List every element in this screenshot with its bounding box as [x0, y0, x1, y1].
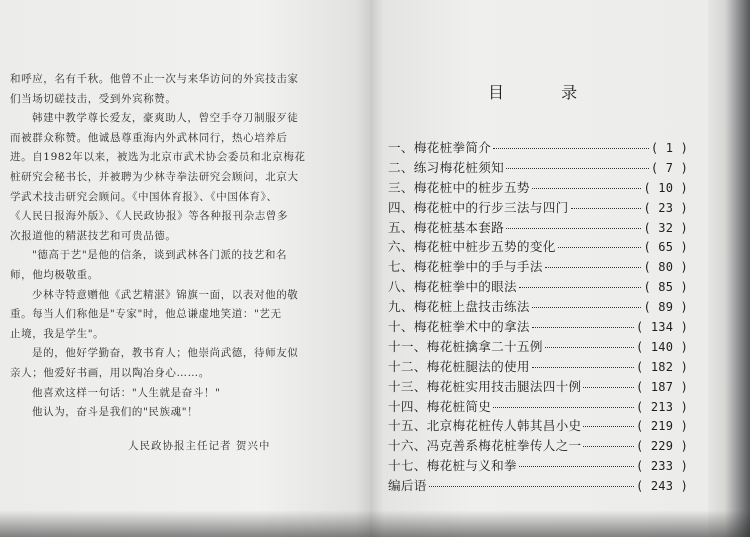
toc-entry-label: 九、梅花桩上盘技击练法 [388, 299, 530, 315]
page-edge [708, 0, 750, 537]
toc-leader-dots [532, 367, 634, 368]
toc-entry-page: ( 213 ) [636, 399, 688, 414]
toc-entry-page: ( 182 ) [636, 359, 688, 374]
toc-entry [388, 197, 688, 217]
toc-title: 目 录 [488, 83, 604, 102]
toc-entry-page: ( 10 ) [643, 180, 688, 195]
toc-entry [388, 137, 688, 157]
toc-leader-dots [519, 287, 642, 288]
toc-entry-label: 六、梅花桩中桩步五势的变化 [388, 239, 556, 255]
toc-entry [388, 376, 688, 396]
toc-entry-page: ( 23 ) [643, 200, 688, 215]
toc-entry-label: 七、梅花桩拳中的手与手法 [388, 259, 543, 275]
toc-entry-page: ( 89 ) [643, 300, 688, 315]
toc-entry-page: ( 243 ) [636, 479, 688, 494]
toc-leader-dots [583, 446, 634, 447]
toc-leader-dots [583, 387, 634, 388]
toc-leader-dots [506, 228, 641, 229]
toc-entry-page: ( 80 ) [643, 260, 688, 275]
toc-entry [388, 435, 688, 455]
toc-leader-dots [571, 208, 642, 209]
toc-entry-label: 十三、梅花桩实用技击腿法四十例 [388, 378, 582, 394]
toc-leader-dots [493, 148, 649, 149]
toc-entry [388, 217, 688, 237]
toc-entry-label: 二、练习梅花桩须知 [388, 159, 505, 175]
preface-line: 亲人；他爱好书画，用以陶冶身心……。 [10, 366, 210, 379]
preface-line: 《人民日报海外版》、《人民政协报》等各种报刊杂志曾多 [10, 210, 289, 223]
toc-leader-dots [532, 327, 634, 328]
toc-entry [388, 316, 688, 336]
toc-entry-page: ( 32 ) [643, 220, 688, 235]
preface-line: 韩建中教学尊长爱友，豪爽助人，曾空手夺刀制服歹徒 [32, 112, 299, 125]
toc-entry-label: 编后语 [388, 478, 427, 494]
toc-leader-dots [545, 267, 642, 268]
toc-leader-dots [506, 168, 649, 169]
toc-entry-label: 十二、梅花桩腿法的使用 [388, 358, 530, 374]
toc-leader-dots [545, 347, 634, 348]
preface-line: 是的，他好学勤奋，教书育人；他崇尚武德，待师友似 [32, 347, 299, 360]
toc-entry [388, 455, 688, 475]
table-of-contents [388, 137, 688, 495]
preface-line: 他认为，奋斗是我们的"民族魂"！ [32, 406, 199, 419]
toc-entry [388, 356, 688, 376]
toc-entry-page: ( 134 ) [636, 320, 688, 335]
toc-entry-page: ( 219 ) [636, 419, 688, 434]
toc-entry-label: 八、梅花桩拳中的眼法 [388, 279, 517, 295]
toc-entry-label: 十四、梅花桩简史 [388, 398, 492, 414]
toc-leader-dots [493, 407, 634, 408]
toc-entry [388, 475, 688, 495]
toc-entry-page: ( 140 ) [636, 339, 688, 354]
preface-line: 师，他均极敬重。 [10, 268, 99, 281]
preface-line: 次报道他的精湛技艺和可贵品德。 [10, 229, 177, 242]
preface-line: 重。每当人们称他是"专家"时，他总谦虚地笑道："艺无 [10, 308, 282, 321]
toc-entry-label: 十七、梅花桩与义和拳 [388, 458, 517, 474]
toc-entry [388, 415, 688, 435]
bottom-shadow [0, 510, 750, 537]
toc-leader-dots [429, 486, 634, 487]
preface-text [10, 70, 355, 456]
toc-entry [388, 296, 688, 316]
toc-entry-label: 十五、北京梅花桩传人韩其昌小史 [388, 418, 582, 434]
toc-entry-page: ( 233 ) [636, 459, 688, 474]
toc-leader-dots [583, 426, 634, 427]
toc-entry-page: ( 7 ) [650, 160, 688, 175]
toc-entry-page: ( 1 ) [650, 141, 688, 155]
toc-leader-dots [519, 466, 634, 467]
preface-line: 学武术技击研究会顾问。《中国体育报》、《中国体育》、 [10, 190, 278, 203]
toc-entry [388, 157, 688, 177]
toc-entry [388, 177, 688, 197]
toc-entry-label: 十一、梅花桩擒拿二十五例 [388, 338, 543, 354]
preface-line: 桩研究会秘书长，并被聘为少林寺拳法研究会顾问，北京大 [10, 170, 299, 183]
toc-entry-page: ( 229 ) [636, 439, 688, 454]
toc-entry-label: 十、梅花桩拳术中的拿法 [388, 319, 530, 335]
preface-line: 和呼应，名有千秋。他曾不止一次与来华访问的外宾技击家 [10, 73, 299, 85]
toc-entry-label: 四、梅花桩中的行步三法与四门 [388, 199, 569, 215]
toc-entry-page: ( 187 ) [636, 379, 688, 394]
toc-entry-label: 十六、冯克善系梅花桩拳传人之一 [388, 438, 582, 454]
toc-leader-dots [532, 307, 642, 308]
preface-line: "德高于艺"是他的信条，谈到武林各门派的技艺和名 [32, 249, 288, 262]
toc-entry-label: 一、梅花桩拳简介 [388, 140, 492, 155]
toc-entry [388, 276, 688, 296]
preface-line: 们当场切磋技击，受到外宾称赞。 [10, 92, 177, 105]
toc-leader-dots [558, 247, 642, 248]
preface-line: 他喜欢这样一句话："人生就是奋斗！" [32, 386, 221, 399]
toc-entry-page: ( 85 ) [643, 280, 688, 295]
toc-leader-dots [532, 188, 642, 189]
author-signature: 人民政协报主任记者 贺兴中 [128, 439, 271, 452]
toc-entry-label: 三、梅花桩中的桩步五势 [388, 179, 530, 195]
preface-line: 少林寺特意赠他《武艺精湛》锦旗一面，以表对他的敬 [32, 288, 299, 301]
toc-entry [388, 336, 688, 356]
preface-line: 止境，我是学生"。 [10, 327, 105, 340]
toc-entry [388, 236, 688, 256]
toc-entry-page: ( 65 ) [643, 240, 688, 255]
preface-line: 而被群众称赞。他诚恳尊重海内外武林同行，热心培养后 [10, 131, 288, 144]
toc-entry [388, 396, 688, 416]
toc-entry-label: 五、梅花桩基本套路 [388, 219, 505, 235]
preface-line: 进。自1982年以来，被选为北京市武术协会委员和北京梅花 [10, 151, 306, 164]
toc-entry [388, 256, 688, 276]
